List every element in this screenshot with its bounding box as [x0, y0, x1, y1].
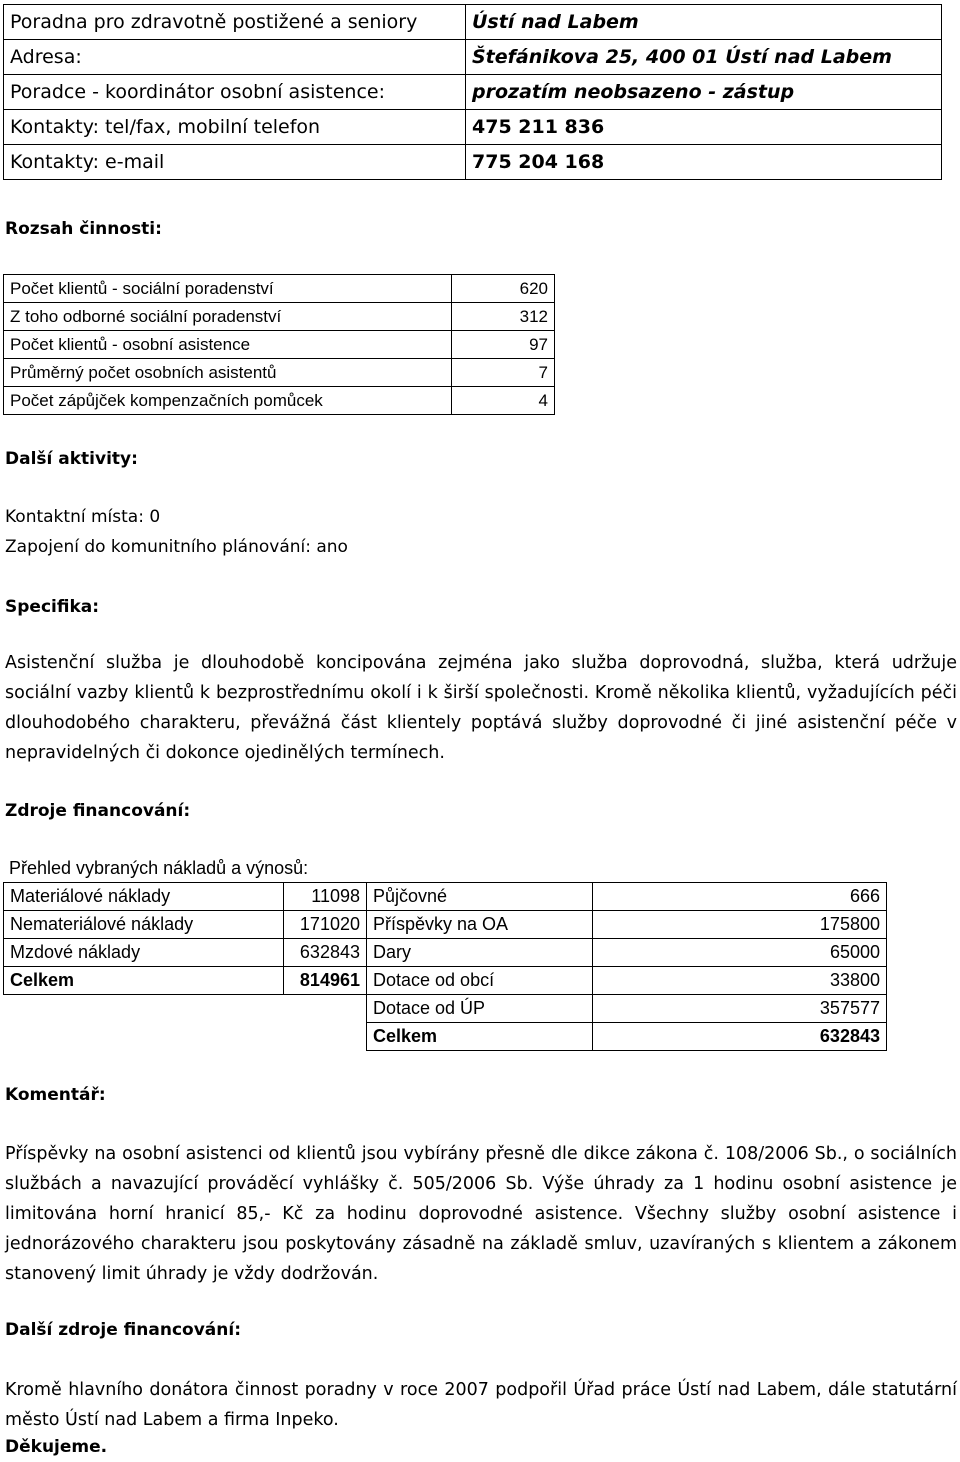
contact-value: Štefánikova 25, 400 01 Ústí nad Labem [466, 40, 942, 75]
cost-value: 11098 [284, 883, 367, 911]
income-label: Dotace od ÚP [367, 995, 593, 1023]
finance-table [3, 882, 887, 1051]
row-value: 7 [452, 359, 555, 387]
income-total-value: 632843 [593, 1023, 887, 1051]
cost-total-label: Celkem [4, 967, 284, 995]
cost-label: Nemateriálové náklady [4, 911, 284, 939]
contact-value: Ústí nad Labem [466, 5, 942, 40]
contact-row [4, 5, 942, 40]
specifika-paragraph: Asistenční služba je dlouhodobě koncipována zejména jako služba doprovodná, služba, která udržuje sociální vazby klientů k bezprostřednímu okolí i k širší společnosti. Kromě několika klientů, vyžadujících péči dlouhodobého charakteru, převážná část klientely poptává služby doprovodné či jiné asistenční péče v nepravidelných či dokonce ojedinělých termínech. [5, 653, 957, 763]
section-heading-specifika: Specifika: [5, 597, 100, 617]
dalsi-zdroje-paragraph: Kromě hlavního donátora činnost poradny v roce 2007 podpořil Úřad práce Ústí nad Labem, dále statutární město Ústí nad Labem a firma Inpeko. [5, 1380, 957, 1430]
table-row [4, 331, 555, 359]
income-value: 65000 [593, 939, 887, 967]
rozsah-table [3, 274, 555, 415]
contact-row [4, 145, 942, 180]
row-label: Počet zápůjček kompenzačních pomůcek [4, 387, 452, 415]
row-value: 620 [452, 275, 555, 303]
cost-label: Materiálové náklady [4, 883, 284, 911]
contact-table [3, 4, 942, 180]
row-label: Průměrný počet osobních asistentů [4, 359, 452, 387]
contact-label: Kontakty: tel/fax, mobilní telefon [4, 110, 466, 145]
cost-value: 632843 [284, 939, 367, 967]
table-row [4, 883, 887, 911]
row-value: 312 [452, 303, 555, 331]
income-total-label: Celkem [367, 1023, 593, 1051]
income-value: 33800 [593, 967, 887, 995]
income-label: Dary [367, 939, 593, 967]
contact-value: 475 211 836 [466, 110, 942, 145]
table-row [4, 995, 887, 1023]
komentar-paragraph: Příspěvky na osobní asistenci od klientů jsou vybírány přesně dle dikce zákona č. 108/2006 Sb., o sociálních službách a navazující prováděcí vyhlášky č. 505/2006 Sb. Výše úhrady za 1 hodinu osobní asistence je limitována horní hranicí 85,- Kč za hodinu doprovodné asistence. Všechny služby osobní asistence i jednorázového charakteru jsou poskytovány zásadně na základě smluv, uzavíraných s klientem a zákonem stanovený limit úhrady je vždy dodržován. [5, 1144, 957, 1284]
row-label: Z toho odborné sociální poradenství [4, 303, 452, 331]
contact-label: Poradna pro zdravotně postižené a seniory [4, 5, 466, 40]
contact-value: 775 204 168 [466, 145, 942, 180]
cost-total-value: 814961 [284, 967, 367, 995]
section-heading-komentar: Komentář: [5, 1085, 106, 1105]
contact-label: Poradce - koordinátor osobní asistence: [4, 75, 466, 110]
contact-row [4, 40, 942, 75]
table-row [4, 911, 887, 939]
komunitni-planovani-line: Zapojení do komunitního plánování: ano [5, 537, 348, 557]
contact-label: Kontakty: e-mail [4, 145, 466, 180]
table-row [4, 303, 555, 331]
thanks-text: Děkujeme. [5, 1437, 108, 1457]
table-row [4, 967, 887, 995]
income-value: 666 [593, 883, 887, 911]
section-heading-dalsi-zdroje: Další zdroje financování: [5, 1320, 241, 1340]
section-heading-rozsah: Rozsah činnosti: [5, 219, 162, 239]
finance-caption: Přehled vybraných nákladů a výnosů: [9, 858, 309, 878]
section-heading-dalsi-aktivity: Další aktivity: [5, 449, 138, 469]
cost-label: Mzdové náklady [4, 939, 284, 967]
table-row [4, 1023, 887, 1051]
contact-row [4, 75, 942, 110]
contact-value: prozatím neobsazeno - zástup [466, 75, 942, 110]
income-label: Příspěvky na OA [367, 911, 593, 939]
contact-label: Adresa: [4, 40, 466, 75]
table-row [4, 939, 887, 967]
contact-row [4, 110, 942, 145]
table-row [4, 359, 555, 387]
row-value: 97 [452, 331, 555, 359]
section-heading-zdroje: Zdroje financování: [5, 801, 191, 821]
income-value: 357577 [593, 995, 887, 1023]
income-value: 175800 [593, 911, 887, 939]
cost-value: 171020 [284, 911, 367, 939]
row-value: 4 [452, 387, 555, 415]
income-label: Půjčovné [367, 883, 593, 911]
table-row [4, 387, 555, 415]
kontaktni-mista-line: Kontaktní místa: 0 [5, 507, 161, 527]
row-label: Počet klientů - sociální poradenství [4, 275, 452, 303]
row-label: Počet klientů - osobní asistence [4, 331, 452, 359]
table-row [4, 275, 555, 303]
income-label: Dotace od obcí [367, 967, 593, 995]
